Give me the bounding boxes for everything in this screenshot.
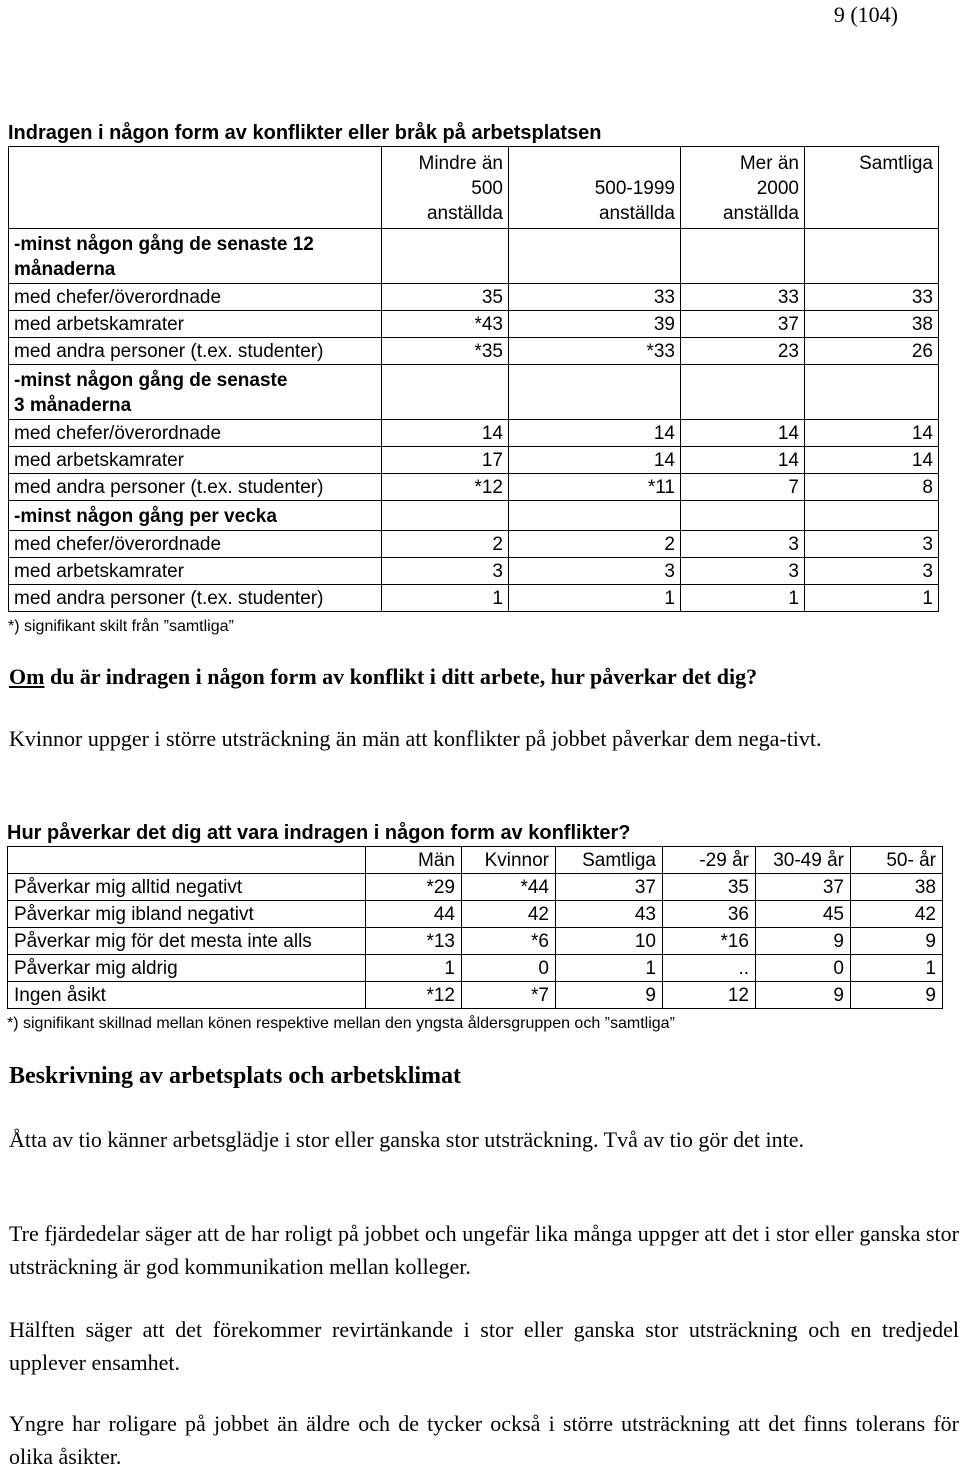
value-cell: 38: [805, 311, 939, 338]
value-cell: 14: [805, 420, 939, 447]
header-under-500: [382, 147, 509, 229]
value-cell: 38: [851, 874, 943, 901]
empty-cell: [382, 501, 509, 531]
value-cell: 7: [681, 474, 805, 501]
section-heading: Beskrivning av arbetsplats och arbetsklimat: [9, 1063, 462, 1089]
paragraph: Yngre har roligare på jobbet än äldre och de tycker också i större utsträckning att det finns tolerans för olika åsikter.: [9, 1411, 959, 1469]
value-cell: 42: [462, 901, 556, 928]
row-label: med arbetskamrater: [9, 558, 382, 585]
value-cell: ..: [663, 955, 756, 982]
table-row: [9, 558, 939, 585]
empty-cell: [681, 365, 805, 420]
value-cell: *33: [509, 338, 681, 365]
section-title-line: månaderna: [14, 259, 116, 280]
section-title-line: -minst någon gång per vecka: [14, 506, 277, 527]
value-cell: 1: [366, 955, 462, 982]
paragraph: Tre fjärdedelar säger att de har roligt på jobbet och ungefär lika många uppger att det i stor eller ganska stor utsträckning är god kommunikation mellan kolleger.: [9, 1221, 959, 1279]
paragraph: Kvinnor uppger i större utsträckning än män att konflikter på jobbet påverkar dem nega-tivt.: [9, 726, 822, 751]
header-line: 500-1999: [594, 178, 675, 199]
empty-cell: [382, 229, 509, 284]
table-row: [9, 585, 939, 612]
value-cell: 12: [663, 982, 756, 1009]
header-500-1999: [509, 147, 681, 229]
value-cell: *12: [382, 474, 509, 501]
table-row: [8, 928, 943, 955]
value-cell: *43: [382, 311, 509, 338]
header-line: 2000: [756, 178, 799, 199]
value-cell: 1: [509, 585, 681, 612]
conflict-table: [8, 146, 939, 612]
section-title: [9, 501, 382, 531]
table-workplace-size: [8, 120, 938, 638]
value-cell: 3: [805, 531, 939, 558]
value-cell: 14: [509, 447, 681, 474]
value-cell: 37: [756, 874, 851, 901]
table-row: [8, 982, 943, 1009]
table-header-row: [8, 847, 943, 874]
value-cell: 37: [556, 874, 663, 901]
value-cell: 3: [509, 558, 681, 585]
value-cell: 3: [382, 558, 509, 585]
row-label: med andra personer (t.ex. studenter): [9, 474, 382, 501]
paragraph: Åtta av tio känner arbetsglädje i stor eller ganska stor utsträckning. Två av tio gör det inte.: [9, 1127, 805, 1152]
value-cell: 1: [681, 585, 805, 612]
table-footnote: *) signifikant skilt från ”samtliga”: [8, 618, 234, 635]
value-cell: *13: [366, 928, 462, 955]
value-cell: 3: [805, 558, 939, 585]
row-label: med andra personer (t.ex. studenter): [9, 338, 382, 365]
value-cell: 9: [851, 928, 943, 955]
header-line: 500: [471, 178, 503, 199]
header-cell: -29 år: [663, 847, 756, 874]
value-cell: 23: [681, 338, 805, 365]
row-label: med chefer/överordnade: [9, 284, 382, 311]
section-title-line: -minst någon gång de senaste: [14, 370, 288, 391]
header-empty: [8, 847, 366, 874]
value-cell: 1: [805, 585, 939, 612]
value-cell: 1: [382, 585, 509, 612]
value-cell: 33: [681, 284, 805, 311]
table-row: [8, 901, 943, 928]
value-cell: 3: [681, 531, 805, 558]
header-empty: [9, 147, 382, 229]
section-row-3-months: [9, 365, 939, 420]
section-row-12-months: [9, 229, 939, 284]
header-cell: Samtliga: [556, 847, 663, 874]
table-row: [9, 284, 939, 311]
table-row: [9, 447, 939, 474]
value-cell: 26: [805, 338, 939, 365]
header-cell: Män: [366, 847, 462, 874]
value-cell: 9: [756, 928, 851, 955]
value-cell: 0: [462, 955, 556, 982]
value-cell: *6: [462, 928, 556, 955]
value-cell: *35: [382, 338, 509, 365]
header-cell: Kvinnor: [462, 847, 556, 874]
value-cell: 9: [556, 982, 663, 1009]
value-cell: 9: [851, 982, 943, 1009]
value-cell: 14: [681, 420, 805, 447]
impact-table: [7, 846, 943, 1009]
empty-cell: [382, 365, 509, 420]
question-heading-underlined: Om: [9, 664, 45, 689]
value-cell: 1: [851, 955, 943, 982]
value-cell: 42: [851, 901, 943, 928]
table-row: [9, 531, 939, 558]
section-title: [9, 365, 382, 420]
section-title-line: 3 månaderna: [14, 395, 132, 416]
value-cell: 36: [663, 901, 756, 928]
value-cell: *44: [462, 874, 556, 901]
table-title: Indragen i någon form av konflikter eller bråk på arbetsplatsen: [8, 122, 602, 144]
value-cell: 10: [556, 928, 663, 955]
value-cell: *11: [509, 474, 681, 501]
empty-cell: [509, 365, 681, 420]
value-cell: 2: [509, 531, 681, 558]
page-number: 9 (104): [833, 2, 898, 27]
row-label: Påverkar mig alltid negativt: [8, 874, 366, 901]
value-cell: 43: [556, 901, 663, 928]
header-line: Mer än: [739, 153, 799, 174]
value-cell: 39: [509, 311, 681, 338]
row-label: Påverkar mig aldrig: [8, 955, 366, 982]
empty-cell: [805, 365, 939, 420]
value-cell: 14: [509, 420, 681, 447]
table-footnote: *) signifikant skillnad mellan könen respektive mellan den yngsta åldersgruppen och ”samtliga”: [7, 1015, 675, 1032]
value-cell: 0: [756, 955, 851, 982]
header-cell: 50- år: [851, 847, 943, 874]
value-cell: 3: [681, 558, 805, 585]
table-title: Hur påverkar det dig att vara indragen i någon form av konflikter?: [7, 822, 631, 844]
empty-cell: [805, 229, 939, 284]
value-cell: 33: [805, 284, 939, 311]
value-cell: *16: [663, 928, 756, 955]
empty-cell: [805, 501, 939, 531]
table-row: [9, 420, 939, 447]
table-row: [9, 311, 939, 338]
value-cell: 9: [756, 982, 851, 1009]
value-cell: 17: [382, 447, 509, 474]
value-cell: 14: [382, 420, 509, 447]
value-cell: *7: [462, 982, 556, 1009]
table-row: [9, 338, 939, 365]
section-title: [9, 229, 382, 284]
empty-cell: [681, 229, 805, 284]
value-cell: 45: [756, 901, 851, 928]
value-cell: 2: [382, 531, 509, 558]
value-cell: 8: [805, 474, 939, 501]
table-row: [8, 874, 943, 901]
row-label: Påverkar mig ibland negativt: [8, 901, 366, 928]
header-line: Mindre än: [418, 153, 503, 174]
table-header-row: [9, 147, 939, 229]
row-label: med arbetskamrater: [9, 311, 382, 338]
value-cell: 37: [681, 311, 805, 338]
question-heading-rest: du är indragen i någon form av konflikt i ditt arbete, hur påverkar det dig?: [44, 664, 758, 689]
empty-cell: [509, 229, 681, 284]
header-line: anställda: [426, 203, 503, 224]
question-heading: [9, 664, 757, 690]
paragraph: Hälften säger att det förekommer revirtänkande i stor eller ganska stor utsträckning och en tredjedel upplever ensamhet.: [9, 1317, 959, 1375]
value-cell: 1: [556, 955, 663, 982]
row-label: med arbetskamrater: [9, 447, 382, 474]
header-samtliga: Samtliga: [805, 147, 939, 229]
section-row-per-week: [9, 501, 939, 531]
header-line: anställda: [722, 203, 799, 224]
value-cell: *12: [366, 982, 462, 1009]
header-line: anställda: [598, 203, 675, 224]
empty-cell: [681, 501, 805, 531]
row-label: med chefer/överordnade: [9, 420, 382, 447]
value-cell: 35: [663, 874, 756, 901]
header-cell: 30-49 år: [756, 847, 851, 874]
value-cell: *29: [366, 874, 462, 901]
table-impact: [7, 820, 942, 1035]
table-row: [9, 474, 939, 501]
empty-cell: [509, 501, 681, 531]
value-cell: 44: [366, 901, 462, 928]
row-label: Ingen åsikt: [8, 982, 366, 1009]
row-label: med andra personer (t.ex. studenter): [9, 585, 382, 612]
value-cell: 33: [509, 284, 681, 311]
value-cell: 35: [382, 284, 509, 311]
value-cell: 14: [681, 447, 805, 474]
table-row: [8, 955, 943, 982]
row-label: med chefer/överordnade: [9, 531, 382, 558]
header-over-2000: [681, 147, 805, 229]
value-cell: 14: [805, 447, 939, 474]
row-label: Påverkar mig för det mesta inte alls: [8, 928, 366, 955]
section-title-line: -minst någon gång de senaste 12: [14, 234, 314, 255]
